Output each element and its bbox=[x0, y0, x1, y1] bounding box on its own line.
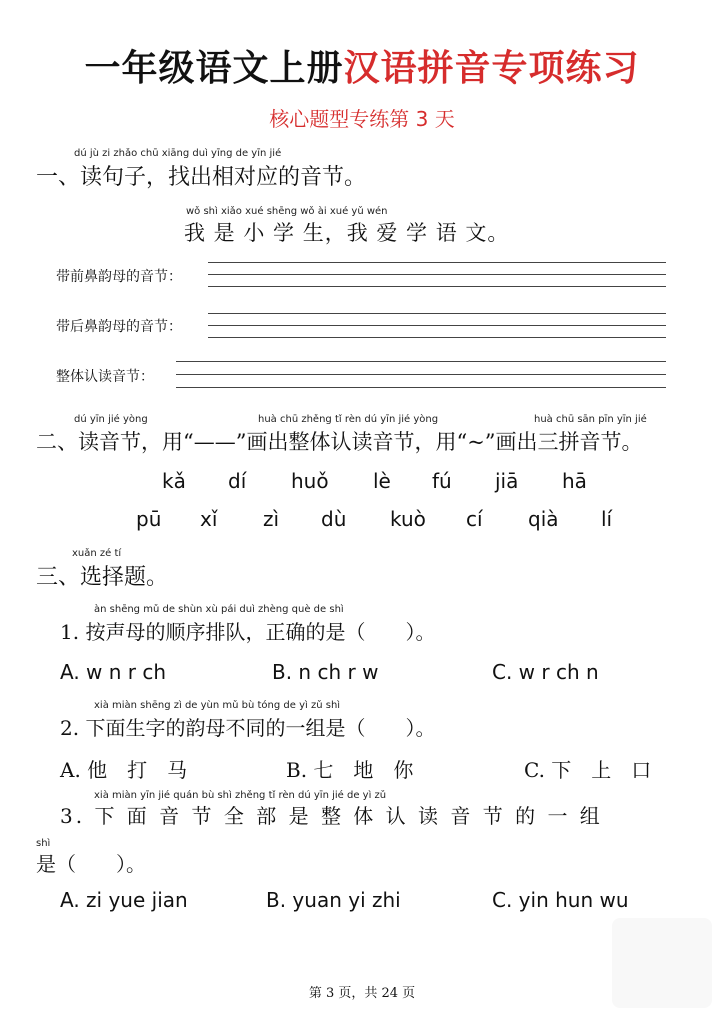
answer-line bbox=[208, 313, 666, 314]
item3-option-c: C. yin hun wu bbox=[492, 888, 629, 912]
item2-pinyin: xià miàn shēng zì de yùn mǔ bù tóng de yì zǔ shì bbox=[94, 700, 341, 711]
item1-option-b: B. n ch r w bbox=[272, 660, 379, 684]
syllable: zì bbox=[263, 507, 280, 531]
item1-option-c: C. w r ch n bbox=[492, 660, 599, 684]
syllable: huǒ bbox=[291, 469, 329, 493]
q2-pinyin-mid: huà chū zhěng tǐ rèn dú yīn jié yòng bbox=[258, 414, 439, 425]
item3-option-a: A. zi yue jian bbox=[60, 888, 188, 912]
answer-line bbox=[208, 262, 666, 263]
syllable: kǎ bbox=[162, 469, 186, 493]
item1-question: 1. 按声母的顺序排队，正确的是（ ）。 bbox=[60, 620, 436, 644]
q1-sentence-pinyin: wǒ shì xiǎo xué shēng wǒ ài xué yǔ wén bbox=[186, 206, 388, 217]
item2-option-a: A. 他 打 马 bbox=[60, 758, 188, 782]
item3-question-cont: 是（ ）。 bbox=[36, 852, 146, 876]
answer-line bbox=[208, 274, 666, 275]
syllable: jiā bbox=[495, 469, 519, 493]
page-footer: 第 3 页，共 24 页 bbox=[308, 986, 416, 1001]
title-red: 汉语拼音专项练习 bbox=[343, 47, 640, 89]
item2-question: 2. 下面生字的韵母不同的一组是（ ）。 bbox=[60, 716, 436, 740]
q2-pinyin-left: dú yīn jié yòng bbox=[74, 414, 148, 425]
syllable: lè bbox=[373, 469, 391, 493]
syllable: pū bbox=[136, 507, 162, 531]
syllable: hā bbox=[562, 469, 587, 493]
q1-sentence: 我 是 小 学 生，我 爱 学 语 文。 bbox=[184, 221, 510, 245]
item3-option-b: B. yuan yi zhi bbox=[266, 888, 401, 912]
answer-line bbox=[208, 286, 666, 287]
q2-heading: 二、读音节，用“——”画出整体认读音节，用“~”画出三拼音节。 bbox=[36, 430, 643, 454]
syllable: lí bbox=[601, 507, 613, 531]
page-title bbox=[0, 40, 724, 91]
q1-heading-pinyin: dú jù zi zhǎo chū xiāng duì yīng de yīn jié bbox=[74, 148, 282, 159]
answer-line bbox=[208, 325, 666, 326]
syllable: dí bbox=[228, 469, 247, 493]
answer-line bbox=[208, 337, 666, 338]
q2-pinyin-right: huà chū sān pīn yīn jié bbox=[534, 414, 647, 425]
item1-option-a: A. w n r ch bbox=[60, 660, 167, 684]
item1-pinyin: àn shēng mǔ de shùn xù pái duì zhèng què de shì bbox=[94, 604, 344, 615]
syllable: xǐ bbox=[200, 507, 218, 531]
answer-line bbox=[176, 361, 666, 362]
label-front-nasal: 带前鼻韵母的音节： bbox=[56, 269, 182, 285]
item3-pinyin-cont: shì bbox=[36, 838, 51, 849]
page-subtitle: 核心题型专练第 3 天 bbox=[269, 107, 455, 131]
syllable: qià bbox=[528, 507, 559, 531]
answer-line bbox=[176, 387, 666, 388]
label-back-nasal: 带后鼻韵母的音节： bbox=[56, 319, 182, 335]
label-whole-syllable: 整体认读音节： bbox=[56, 369, 154, 385]
item2-option-b: B. 七 地 你 bbox=[286, 758, 414, 782]
syllable: kuò bbox=[390, 507, 426, 531]
item2-option-c: C. 下 上 口 bbox=[524, 758, 652, 782]
answer-line bbox=[176, 374, 666, 375]
item3-pinyin: xià miàn yīn jié quán bù shì zhěng tǐ rèn dú yīn jié de yì zǔ bbox=[94, 790, 387, 801]
title-black: 一年级语文上册 bbox=[84, 47, 344, 89]
syllable: fú bbox=[432, 469, 452, 493]
q3-heading-pinyin: xuǎn zé tí bbox=[72, 548, 122, 559]
q1-heading: 一、读句子，找出相对应的音节。 bbox=[36, 165, 367, 190]
syllable: cí bbox=[466, 507, 483, 531]
syllable: dù bbox=[321, 507, 347, 531]
item3-question: 3. 下 面 音 节 全 部 是 整 体 认 读 音 节 的 一 组 bbox=[60, 804, 603, 828]
q3-heading: 三、选择题。 bbox=[36, 565, 169, 590]
